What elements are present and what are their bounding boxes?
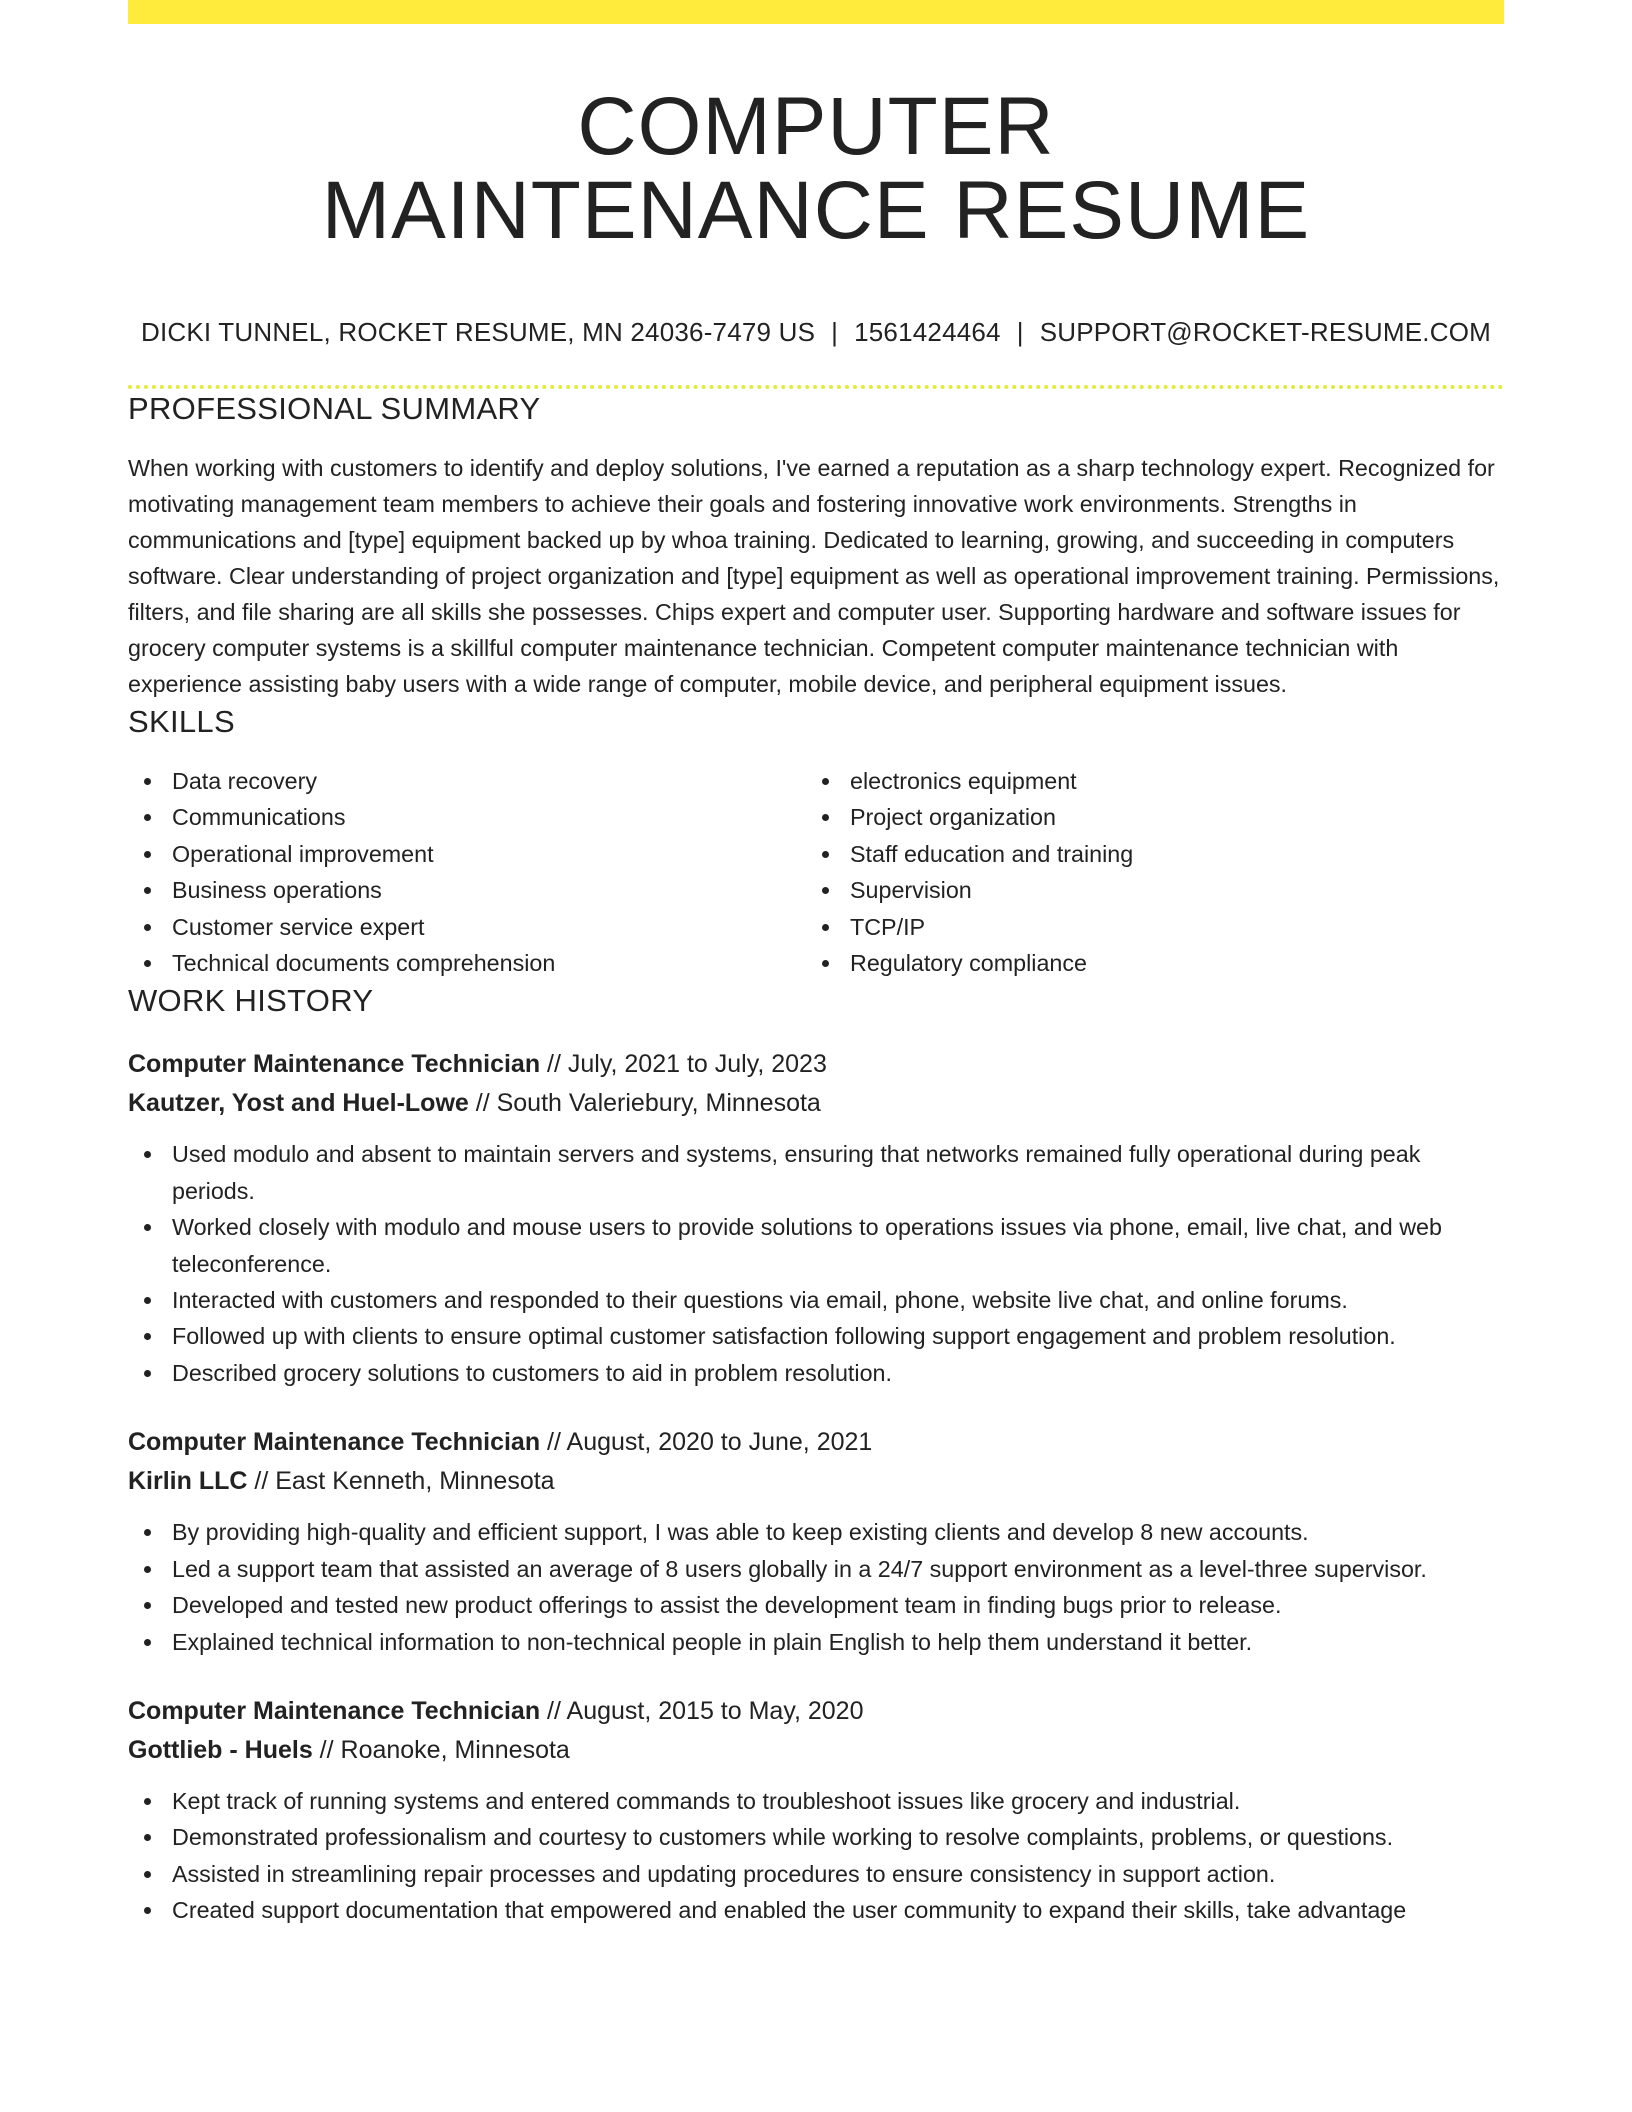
job-dates: // August, 2020 to June, 2021 bbox=[540, 1428, 873, 1457]
job-company: Kautzer, Yost and Huel-Lowe bbox=[128, 1089, 469, 1118]
contact-line bbox=[128, 315, 1504, 349]
skills-heading: SKILLS bbox=[128, 704, 235, 739]
duty-item: Worked closely with modulo and mouse users to provide solutions to operations issues via phone, email, live chat, and web teleconference. bbox=[128, 1209, 1504, 1282]
skill-item: Staff education and training bbox=[806, 836, 1484, 872]
contact-separator: | bbox=[1016, 317, 1024, 347]
summary-heading: PROFESSIONAL SUMMARY bbox=[128, 391, 541, 426]
duty-item: Led a support team that assisted an average of 8 users globally in a 24/7 support environment as a level-three supervisor. bbox=[128, 1551, 1504, 1587]
duty-item: Demonstrated professionalism and courtesy to customers while working to resolve complaints, problems, or questions. bbox=[128, 1819, 1504, 1855]
contact-phone: 1561424464 bbox=[854, 317, 1001, 347]
duty-item: Created support documentation that empowered and enabled the user community to expand their skills, take advantage bbox=[128, 1892, 1504, 1928]
job-company-line bbox=[128, 1084, 1504, 1123]
contact-email: SUPPORT@ROCKET-RESUME.COM bbox=[1039, 317, 1491, 347]
contact-address: DICKI TUNNEL, ROCKET RESUME, MN 24036-7479 US bbox=[141, 317, 816, 347]
job-title: Computer Maintenance Technician bbox=[128, 1696, 541, 1725]
skill-item: Technical documents comprehension bbox=[128, 945, 806, 981]
title-line-1: COMPUTER bbox=[577, 81, 1055, 172]
resume-title bbox=[128, 81, 1504, 256]
duty-item: Explained technical information to non-technical people in plain English to help them understand it better. bbox=[128, 1624, 1504, 1660]
skill-item: Regulatory compliance bbox=[806, 945, 1484, 981]
duty-item: Developed and tested new product offerings to assist the development team in finding bugs prior to release. bbox=[128, 1587, 1504, 1623]
skills-column-left bbox=[128, 763, 806, 981]
duty-item: Assisted in streamlining repair processes and updating procedures to ensure consistency in support action. bbox=[128, 1856, 1504, 1892]
job-entry bbox=[128, 1692, 1504, 1929]
job-title-line bbox=[128, 1423, 1504, 1462]
duty-item: Followed up with clients to ensure optimal customer satisfaction following support engagement and problem resolution. bbox=[128, 1318, 1504, 1354]
skills-list bbox=[128, 763, 1504, 981]
skill-item: electronics equipment bbox=[806, 763, 1484, 799]
duty-item: Used modulo and absent to maintain servers and systems, ensuring that networks remained fully operational during peak periods. bbox=[128, 1136, 1504, 1209]
job-duties bbox=[128, 1514, 1504, 1660]
contact-separator: | bbox=[831, 317, 839, 347]
duty-item: By providing high-quality and efficient support, I was able to keep existing clients and develop 8 new accounts. bbox=[128, 1514, 1504, 1550]
accent-bar bbox=[128, 0, 1504, 24]
job-title: Computer Maintenance Technician bbox=[128, 1050, 541, 1079]
job-title-line bbox=[128, 1045, 1504, 1084]
skill-item: Communications bbox=[128, 799, 806, 835]
skill-item: TCP/IP bbox=[806, 909, 1484, 945]
summary-text: When working with customers to identify and deploy solutions, I've earned a reputation as a sharp technology expert. Recognized for motivating management team members to achieve their goals and fostering innovative work environments. Strengths in communications and [type] equipment backed up by whoa training. Dedicated to learning, growing, and succeeding in computers software. Clear understanding of project organization and [type] equipment as well as operational improvement training. Permissions, filters, and file sharing are all skills she possesses. Chips expert and computer user. Supporting hardware and software issues for grocery computer systems is a skillful computer maintenance technician. Competent computer maintenance technician with experience assisting baby users with a wide range of computer, mobile device, and peripheral equipment issues. bbox=[128, 455, 1500, 697]
job-dates: // July, 2021 to July, 2023 bbox=[540, 1050, 827, 1079]
work-history-heading: WORK HISTORY bbox=[128, 983, 374, 1019]
job-location: // South Valeriebury, Minnesota bbox=[468, 1089, 821, 1118]
title-line-2: MAINTENANCE RESUME bbox=[321, 165, 1311, 256]
skill-item: Project organization bbox=[806, 799, 1484, 835]
job-entry bbox=[128, 1045, 1504, 1391]
job-company: Kirlin LLC bbox=[128, 1467, 248, 1496]
skill-item: Business operations bbox=[128, 872, 806, 908]
job-entry bbox=[128, 1423, 1504, 1660]
job-dates: // August, 2015 to May, 2020 bbox=[540, 1696, 864, 1725]
duty-item: Interacted with customers and responded to their questions via email, phone, website live chat, and online forums. bbox=[128, 1282, 1504, 1318]
skills-column-right bbox=[806, 763, 1484, 981]
job-company-line bbox=[128, 1462, 1504, 1501]
skill-item: Data recovery bbox=[128, 763, 806, 799]
job-title: Computer Maintenance Technician bbox=[128, 1428, 541, 1457]
job-location: // East Kenneth, Minnesota bbox=[247, 1467, 555, 1496]
job-company-line bbox=[128, 1731, 1504, 1770]
skill-item: Customer service expert bbox=[128, 909, 806, 945]
resume-page bbox=[128, 0, 1504, 1929]
job-location: // Roanoke, Minnesota bbox=[312, 1735, 570, 1764]
job-company: Gottlieb - Huels bbox=[128, 1735, 313, 1764]
job-title-line bbox=[128, 1692, 1504, 1731]
job-duties bbox=[128, 1136, 1504, 1391]
duty-item: Described grocery solutions to customers to aid in problem resolution. bbox=[128, 1355, 1504, 1391]
skill-item: Supervision bbox=[806, 872, 1484, 908]
skill-item: Operational improvement bbox=[128, 836, 806, 872]
job-duties bbox=[128, 1783, 1504, 1929]
duty-item: Kept track of running systems and entered commands to troubleshoot issues like grocery and industrial. bbox=[128, 1783, 1504, 1819]
